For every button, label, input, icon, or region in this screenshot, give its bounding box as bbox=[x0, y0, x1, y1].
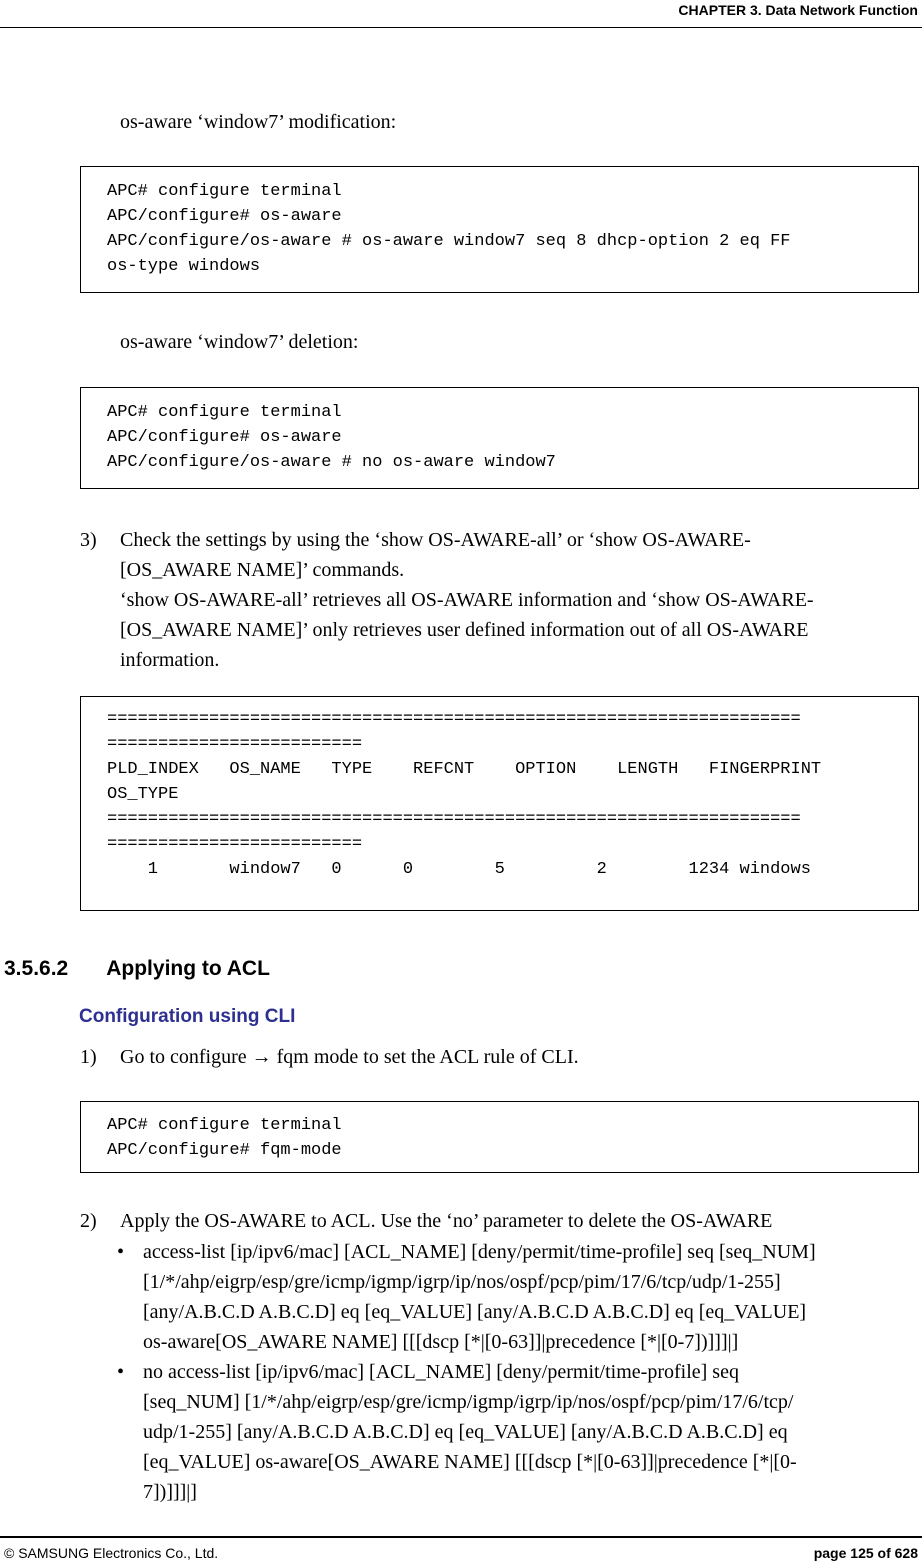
bullet-access-list: access-list [ip/ipv6/mac] [ACL_NAME] [deny/permit/time-profile] seq [seq_NUM] [1/*/ahp/eigrp/esp/gre/icmp/igmp/igrp/ip/nos/ospf/pcp/pim/17/6/tcp/udp/1-255] [any/A.B.C.D A.B.C.D] eq [eq_VALUE] [any/A.B.C.D A.B.C.D] eq [eq_VALUE] os-aware[OS_AWARE NAME] [[[dscp [*|[0-63]]|precedence [*|[0-7])]]]|] bbox=[143, 1241, 816, 1353]
footer-company: © SAMSUNG Electronics Co., Ltd. bbox=[4, 1545, 219, 1561]
delete-intro: os-aware ‘window7’ deletion: bbox=[120, 331, 359, 353]
code-block-modify bbox=[80, 166, 919, 293]
subsection-heading: Configuration using CLI bbox=[79, 1006, 296, 1027]
step-2-text: Apply the OS-AWARE to ACL. Use the ‘no’ parameter to delete the OS-AWARE bbox=[120, 1210, 773, 1232]
step-3-text: Check the settings by using the ‘show OS-AWARE-all’ or ‘show OS-AWARE- [OS_AWARE NAME]’ commands. ‘show OS-AWARE-all’ retrieves all OS-AWARE information and ‘show OS-AWARE- [OS_AWARE NAME]’ only retrieves user defined information out of all OS-AWARE information. bbox=[120, 529, 814, 671]
code-show-lines: ==================================================================== ========================= PLD_INDEX OS_NAME TYPE REFCNT OPTION LENGTH FINGERPRINT OS_TYPE ==================================================================== ========================= 1 window7 0 0 5 2 1234 windows bbox=[107, 710, 822, 879]
step-1-text: Go to configure → fqm mode to set the ACL rule of CLI. bbox=[120, 1046, 579, 1068]
step-2-number: 2) bbox=[80, 1210, 97, 1232]
code-delete-lines: APC# configure terminal APC/configure# os-aware APC/configure/os-aware # no os-aware window7 bbox=[107, 403, 556, 472]
modify-intro: os-aware ‘window7’ modification: bbox=[120, 111, 397, 133]
footer-page-number: page 125 of 628 bbox=[813, 1545, 918, 1561]
code-block-delete bbox=[80, 387, 919, 489]
bullet-icon: • bbox=[117, 1241, 125, 1263]
header-divider bbox=[0, 27, 922, 28]
section-heading: 3.5.6.2 Applying to ACL bbox=[4, 957, 270, 980]
code-fqm-lines: APC# configure terminal APC/configure# fqm-mode bbox=[107, 1116, 342, 1160]
step-3-number: 3) bbox=[80, 529, 97, 551]
code-block-show bbox=[80, 696, 919, 911]
bullet-icon: • bbox=[117, 1361, 125, 1383]
chapter-header: CHAPTER 3. Data Network Function bbox=[678, 2, 918, 18]
footer-divider bbox=[0, 1536, 922, 1538]
code-modify-lines: APC# configure terminal APC/configure# os-aware APC/configure/os-aware # os-aware window7 seq 8 dhcp-option 2 eq FF os-type windows bbox=[107, 182, 791, 276]
bullet-no-access-list: no access-list [ip/ipv6/mac] [ACL_NAME] [deny/permit/time-profile] seq [seq_NUM] [1/*/ahp/eigrp/esp/gre/icmp/igmp/igrp/ip/nos/ospf/pcp/pim/17/6/tcp/ udp/1-255] [any/A.B.C.D A.B.C.D] eq [eq_VALUE] [any/A.B.C.D A.B.C.D] eq [eq_VALUE] os-aware[OS_AWARE NAME] [[[dscp [*|[0-63]]|precedence [*|[0- 7])]]]|] bbox=[143, 1361, 797, 1503]
code-block-fqm bbox=[80, 1101, 919, 1173]
step-1-number: 1) bbox=[80, 1046, 97, 1068]
